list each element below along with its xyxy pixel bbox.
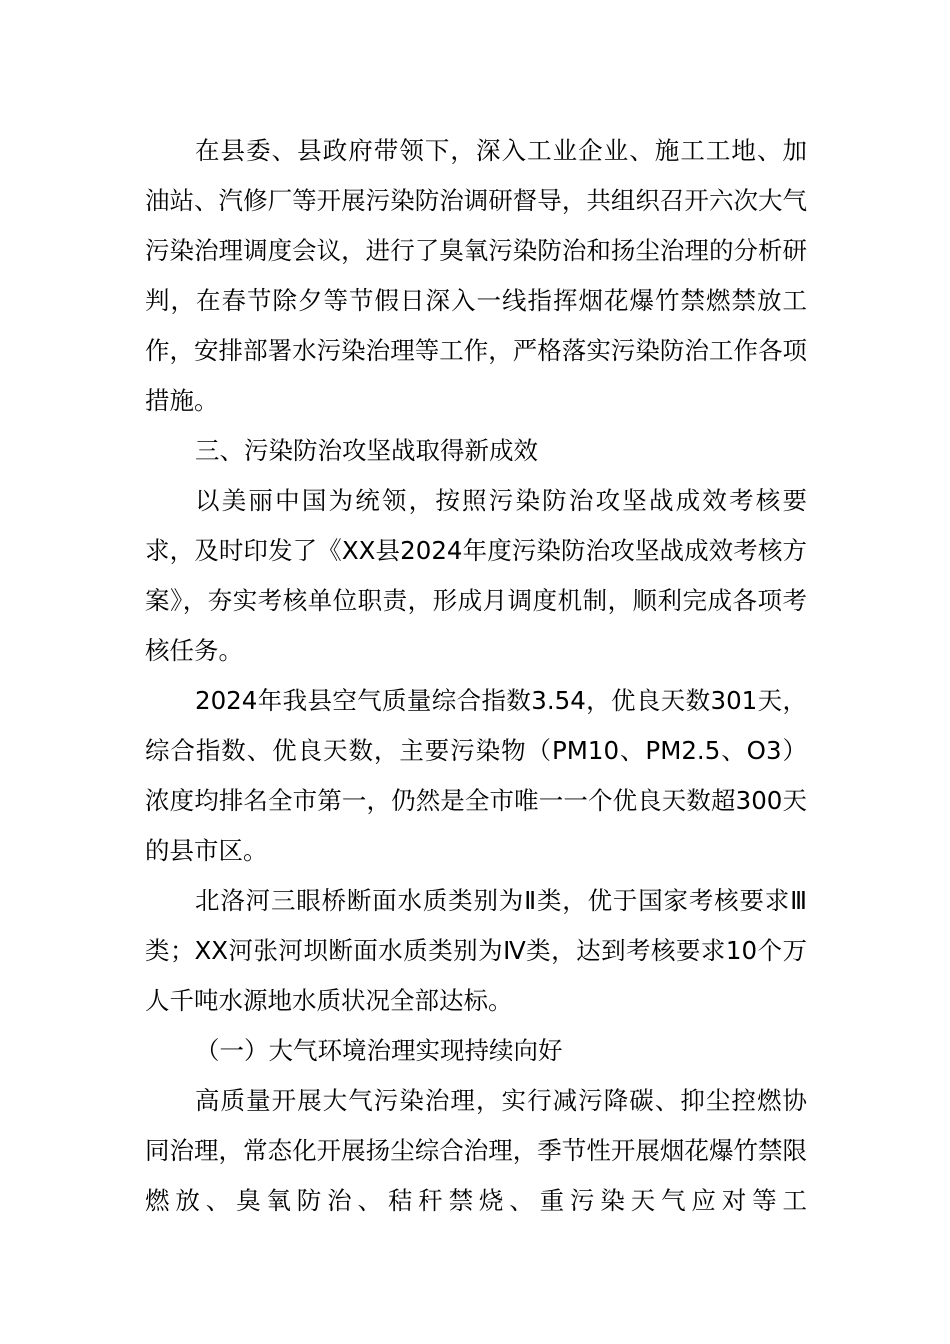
document-body	[145, 126, 807, 1226]
paragraph-air-quality: 2024年我县空气质量综合指数3.54，优良天数301天，综合指数、优良天数，主要污染物（PM10、PM2.5、O3）浓度均排名全市第一，仍然是全市唯一一个优良天数超300天的县市区。	[145, 686, 807, 865]
paragraph-air-governance: 高质量开展大气污染治理，实行减污降碳、抑尘控燃协同治理，常态化开展扬尘综合治理，季节性开展烟花爆竹禁限燃放、臭氧防治、秸秆禁烧、重污染天气应对等工	[145, 1086, 807, 1215]
section-heading-three: 三、污染防治攻坚战取得新成效	[195, 436, 538, 465]
paragraph-supervision: 在县委、县政府带领下，深入工业企业、施工工地、加油站、汽修厂等开展污染防治调研督导，共组织召开六次大气污染治理调度会议，进行了臭氧污染防治和扬尘治理的分析研判，在春节除夕等节假日深入一线指挥烟花爆竹禁燃禁放工作，安排部署水污染治理等工作，严格落实污染防治工作各项措施。	[145, 136, 807, 415]
paragraph-assessment: 以美丽中国为统领，按照污染防治攻坚战成效考核要求，及时印发了《XX县2024年度污染防治攻坚战成效考核方案》，夯实考核单位职责，形成月调度机制，顺利完成各项考核任务。	[145, 486, 807, 665]
paragraph-water-quality: 北洛河三眼桥断面水质类别为Ⅱ类，优于国家考核要求Ⅲ类；XX河张河坝断面水质类别为Ⅳ类，达到考核要求10个万人千吨水源地水质状况全部达标。	[145, 886, 807, 1015]
subsection-heading-one: （一）大气环境治理实现持续向好	[195, 1036, 563, 1065]
